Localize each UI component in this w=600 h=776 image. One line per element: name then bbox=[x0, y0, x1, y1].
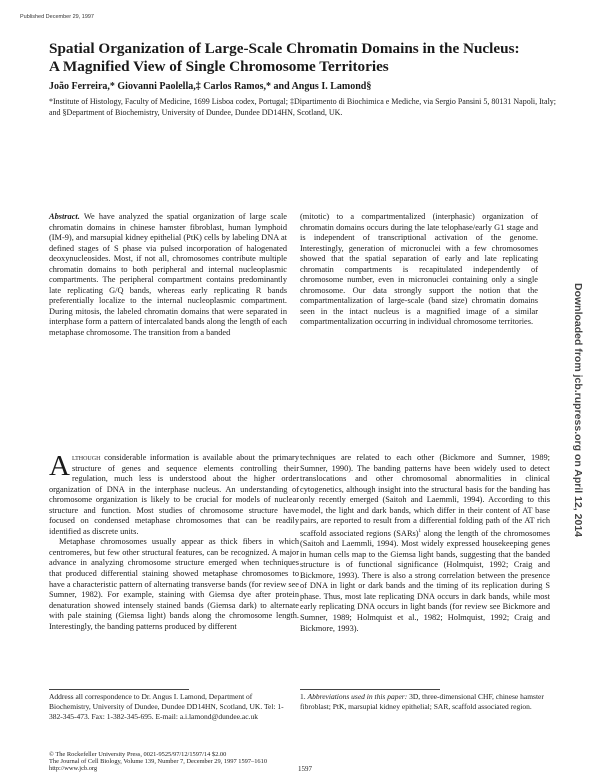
article-title bbox=[49, 40, 559, 76]
copyright-line: © The Rockefeller University Press, 0021-9525/97/12/1597/14 $2.00 bbox=[49, 751, 227, 758]
title-line-2: A Magnified View of Single Chromosome Territories bbox=[49, 58, 389, 75]
published-date: Published December 29, 1997 bbox=[20, 14, 94, 20]
small-caps-lead: lthough bbox=[71, 453, 101, 462]
body-text-2b: along the length of the chromosomes (Saitoh and Laemmli, 1994). Most widely expressed housekeeping genes in human cells map to the Giemsa light bands, suggesting that the banded structure is of functional significance (Holmquist, 1992; Craig and Bickmore, 1993). There is also a strong correlation between the presence of DNA in light or dark bands and the timing of its replication during S phase. Thus, most late replicating DNA occurs in dark bands, while most early replicating DNA occurs in light bands (for review see Bickmore and Sumner, 1989; Holmquist et al., 1982; Holmquist, 1992; Craig and Bickmore, 1993). bbox=[300, 528, 550, 633]
download-watermark-text: Downloaded from jcb.rupress.org on April 12, 2014 bbox=[572, 283, 584, 537]
footnote-label: Abbreviations used in this paper: bbox=[307, 692, 408, 701]
title-line-1: Spatial Organization of Large-Scale Chromatin Domains in the Nucleus: bbox=[49, 40, 520, 57]
footnote-text: 3D, three-dimensional CHF, chinese hamster fibroblast; PtK, marsupial kidney epithelial; SAR, scaffold associated region. bbox=[300, 692, 544, 711]
download-watermark bbox=[572, 250, 585, 570]
drop-cap: A bbox=[49, 450, 70, 482]
publication-info bbox=[49, 751, 267, 772]
abstract-column-2: (mitotic) to a compartmentalized (interphasic) organization of chromatin domains occurs during the late telophase/early G1 stage and is independent of transcriptional activation of the genome. Interestingly, generation of micronuclei with a few chromosomes showed that the spatial separation of early and late replicating chromatin compartments is recapitulated independently of chromosome number, even in micronuclei containing only a single chromosome. Our data strongly support the notion that the compartmentalization of large-scale (band size) chromatin domains seen in the intact nucleus is a magnified image of a similar compartmentalization occurring in individual chromosome territories. bbox=[300, 212, 538, 327]
body-column-2 bbox=[300, 453, 550, 634]
page-number: 1597 bbox=[298, 765, 312, 773]
journal-url: http://www.jcb.org bbox=[49, 765, 98, 773]
footnote-ref: 1 bbox=[418, 528, 422, 534]
intro-paragraph bbox=[49, 450, 299, 537]
abstract-text-1: We have analyzed the spatial organization of large scale chromatin domains in chinese hamster fibroblast, human lymphoid (IM-9), and marsupial kidney epithelial (PtK) cells by labeling DNA at defined stages of S phase via pulsed incorporation of halogenated deoxynucleosides. Most, if not all, chromosomes contribute multiple chromatin domains to both peripheral and internal nucleoplasmic compartments. The peripheral compartment contains predominantly late replicating G/Q bands, whereas early replicating R bands preferentially localize to the internal nucleoplasmic compartment. During mitosis, the labeled chromatin domains that were separated in interphase form a pattern of intercalated bands along the length of each metaphase chromosome. The transition from a banded bbox=[49, 212, 287, 338]
affiliations: *Institute of Histology, Faculty of Medicine, 1699 Lisboa codex, Portugal; ‡Dipartimento di Biochimica e Mediche, via Sergio Pansini 5, 80131 Napoli, Italy; and §Department of Biochemistry, University of Dundee, Dundee DD14HN, Scotland, UK. bbox=[49, 97, 557, 117]
intro-text: considerable information is available about the primary structure of genes and sequence elements controlling their regulation, much less is understood about the higher order organization of DNA in the interphase nucleus. An understanding of chromosome organization is likely to be crucial for models of nuclear structure and function. Most studies of chromosome structure have focused on condensed metaphase chromosomes that can be readily identified as discrete units. bbox=[49, 453, 299, 536]
correspondence-note: Address all correspondence to Dr. Angus I. Lamond, Department of Biochemistry, University of Dundee, Dundee DD14HN, Scotland, UK. Tel: 1-382-345-473. Fax: 1-382-345-695. E-mail: a.i.lamond@dundee.ac.uk bbox=[49, 692, 284, 721]
author-list: João Ferreira,* Giovanni Paolella,‡ Carlos Ramos,* and Angus I. Lamond§ bbox=[49, 81, 372, 92]
abstract-label: Abstract. bbox=[49, 212, 80, 221]
footnote-rule-right bbox=[300, 689, 440, 690]
body-text-2a: techniques are related to each other (Bickmore and Sumner, 1989; Sumner, 1990). The banding patterns have been widely used to detect translocations and other chromosomal abnormalities in clinical cytogenetics, although insight into the structural basis for the banding has only recently emerged (Saitoh and Laemmli, 1994). According to this model, the light and dark bands, which differ in their content of AT base pairs, are reported to result from a differential folding path of the AT rich scaffold associated regions (SARs) bbox=[300, 453, 550, 538]
body-paragraph-2: Metaphase chromosomes usually appear as thick fibers in which centromeres, but few other structural features, can be recognized. A major advance in analyzing chromosome structure emerged when techniques that produced differential staining showed metaphase chromosomes to have a characteristic pattern of alternating transverse bands (for review see Sumner, 1982). For example, staining with Giemsa dye after protein denaturation showed intensely stained bands (Giemsa dark) to alternate with pale staining (Giemsa light) bands along the chromosome length. Interestingly, the banding patterns produced by different bbox=[49, 537, 299, 631]
footnote-rule-left bbox=[49, 689, 189, 690]
journal-line: The Journal of Cell Biology, Volume 139, Number 7, December 29, 1997 1597–1610 bbox=[49, 758, 268, 766]
body-column-1 bbox=[49, 450, 299, 632]
footnote-number: 1. bbox=[300, 692, 306, 701]
abbreviations-footnote bbox=[300, 692, 545, 712]
abstract-column-1 bbox=[49, 212, 287, 339]
